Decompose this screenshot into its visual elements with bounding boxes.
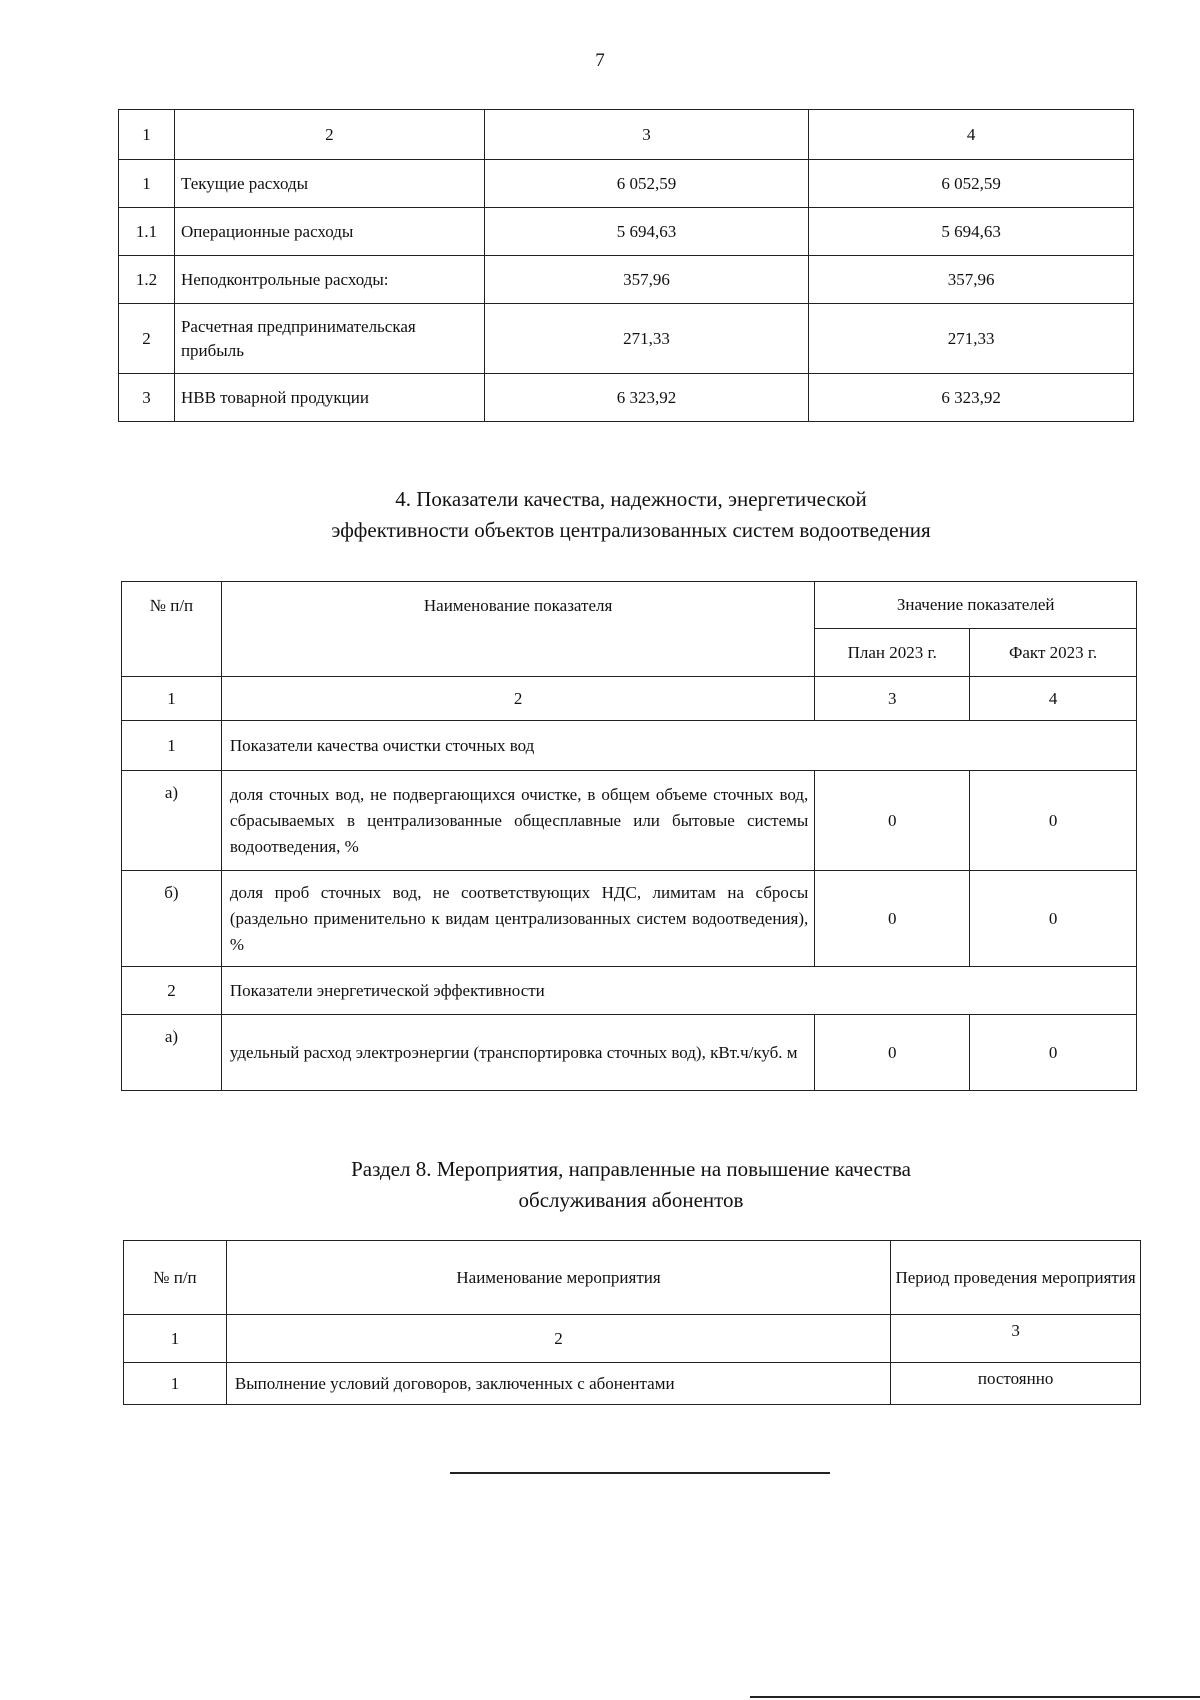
column-index: 2: [221, 677, 814, 721]
measures-table: [123, 1240, 1141, 1405]
index-row: [124, 1315, 1141, 1363]
row-number: 1: [124, 1363, 227, 1405]
column-index: 1: [124, 1315, 227, 1363]
group-number: 2: [122, 967, 222, 1015]
section-8-title-line2: обслуживания абонентов: [518, 1188, 744, 1212]
column-header-name: Наименование показателя: [221, 582, 814, 677]
period-value: постоянно: [891, 1363, 1141, 1405]
bottom-edge-line: [750, 1696, 1200, 1698]
column-index: 1: [119, 110, 175, 160]
value-cell: 6 052,59: [484, 160, 809, 208]
row-number: а): [122, 1015, 222, 1091]
group-number: 1: [122, 721, 222, 771]
row-name: доля сточных вод, не подвергающихся очистке, в общем объеме сточных вод, сбрасываемых в централизованные общесплавные или бытовые системы водоотведения, %: [221, 771, 814, 871]
table-header-row: [124, 1241, 1141, 1315]
table-row: [122, 871, 1137, 967]
value-cell: 6 323,92: [484, 374, 809, 422]
value-cell: 5 694,63: [809, 208, 1134, 256]
section-4-title-line2: эффективности объектов централизованных систем водоотведения: [331, 518, 931, 542]
column-index: 2: [226, 1315, 890, 1363]
column-index: 4: [809, 110, 1134, 160]
section-4-title-line1: 4. Показатели качества, надежности, энергетической: [395, 487, 867, 511]
column-index: 3: [815, 677, 970, 721]
table-header-row: [122, 582, 1137, 629]
row-number: 1.1: [119, 208, 175, 256]
row-name: Выполнение условий договоров, заключенных с абонентами: [226, 1363, 890, 1405]
index-row: [122, 677, 1137, 721]
table-row: [119, 160, 1134, 208]
column-header-num: № п/п: [122, 582, 222, 677]
section-8-title: [0, 1154, 1200, 1216]
fact-value: 0: [970, 771, 1137, 871]
column-index: 1: [122, 677, 222, 721]
column-header-num: № п/п: [124, 1241, 227, 1315]
group-name: Показатели энергетической эффективности: [221, 967, 1136, 1015]
table-row: [119, 374, 1134, 422]
table-row: [119, 256, 1134, 304]
row-name: удельный расход электроэнергии (транспортировка сточных вод), кВт.ч/куб. м: [221, 1015, 814, 1091]
column-index: 4: [970, 677, 1137, 721]
row-name: Операционные расходы: [174, 208, 484, 256]
cost-table: [118, 109, 1134, 422]
column-header-values: Значение показателей: [815, 582, 1137, 629]
plan-value: 0: [815, 771, 970, 871]
value-cell: 357,96: [484, 256, 809, 304]
value-cell: 6 052,59: [809, 160, 1134, 208]
table-row: [122, 1015, 1137, 1091]
plan-value: 0: [815, 871, 970, 967]
row-number: 2: [119, 304, 175, 374]
fact-value: 0: [970, 1015, 1137, 1091]
row-name: Текущие расходы: [174, 160, 484, 208]
row-number: 1.2: [119, 256, 175, 304]
value-cell: 271,33: [809, 304, 1134, 374]
plan-value: 0: [815, 1015, 970, 1091]
column-index: 3: [484, 110, 809, 160]
section-4-title: [0, 484, 1200, 546]
value-cell: 357,96: [809, 256, 1134, 304]
value-cell: 271,33: [484, 304, 809, 374]
row-name: доля проб сточных вод, не соответствующих НДС, лимитам на сбросы (раздельно применительно к видам централизованных систем водоотведения), %: [221, 871, 814, 967]
group-row: [122, 967, 1137, 1015]
row-number: б): [122, 871, 222, 967]
group-name: Показатели качества очистки сточных вод: [221, 721, 1136, 771]
table-header-row: [119, 110, 1134, 160]
row-number: 3: [119, 374, 175, 422]
column-index: 2: [174, 110, 484, 160]
fact-value: 0: [970, 871, 1137, 967]
column-header-fact: Факт 2023 г.: [970, 629, 1137, 677]
column-header-period: Период проведения мероприятия: [891, 1241, 1141, 1315]
table-row: [119, 304, 1134, 374]
column-header-plan: План 2023 г.: [815, 629, 970, 677]
column-header-name: Наименование мероприятия: [226, 1241, 890, 1315]
end-of-document-line: [450, 1472, 830, 1474]
page-number: 7: [595, 50, 605, 71]
group-row: [122, 721, 1137, 771]
indicators-table: [121, 581, 1137, 1091]
table-row: [124, 1363, 1141, 1405]
row-name: Неподконтрольные расходы:: [174, 256, 484, 304]
value-cell: 6 323,92: [809, 374, 1134, 422]
column-index: 3: [891, 1315, 1141, 1363]
row-number: 1: [119, 160, 175, 208]
value-cell: 5 694,63: [484, 208, 809, 256]
row-number: а): [122, 771, 222, 871]
table-row: [119, 208, 1134, 256]
row-name: Расчетная предпринимательская прибыль: [174, 304, 484, 374]
table-row: [122, 771, 1137, 871]
row-name: НВВ товарной продукции: [174, 374, 484, 422]
section-8-title-line1: Раздел 8. Мероприятия, направленные на повышение качества: [351, 1157, 911, 1181]
